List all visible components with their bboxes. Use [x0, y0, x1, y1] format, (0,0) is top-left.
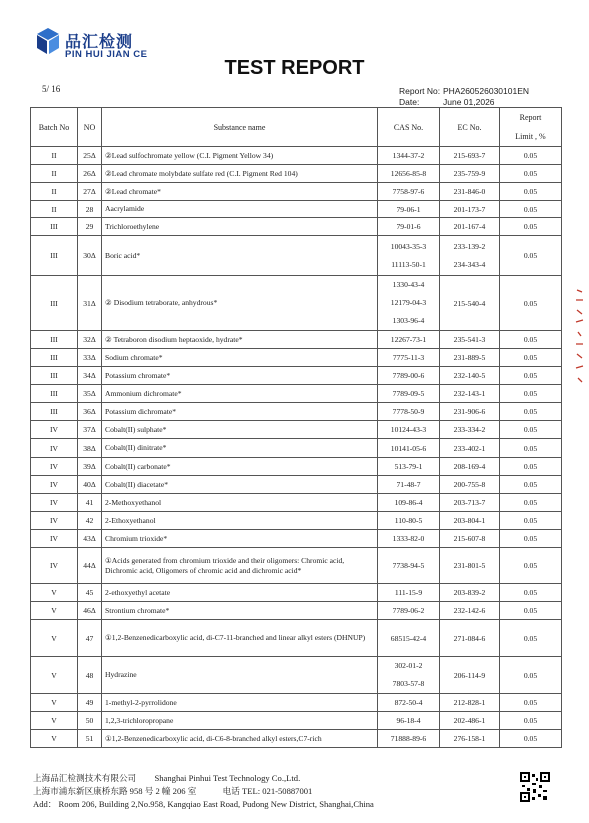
batch-cell: III [31, 331, 78, 349]
no-cell: 42 [78, 512, 102, 530]
substance-name-cell: Cobalt(II) sulphate* [102, 421, 378, 439]
limit-cell: 0.05 [500, 201, 562, 218]
ec-cell: 215-607-8 [440, 530, 500, 548]
cas-cell [378, 236, 440, 276]
batch-cell: II [31, 183, 78, 201]
limit-cell: 0.05 [500, 602, 562, 620]
cas-cell: 111-15-9 [378, 584, 440, 602]
substance-name-cell: Cobalt(II) diacetate* [102, 476, 378, 494]
batch-cell: IV [31, 476, 78, 494]
limit-cell: 0.05 [500, 276, 562, 331]
report-no: PHA260526030101EN [443, 86, 530, 96]
no-cell: 40Δ [78, 476, 102, 494]
substance-name-cell: ①1,2-Benzenedicarboxylic acid, di-C6-8-branched alkyl esters,C7-rich [102, 730, 378, 748]
substance-name-cell: ② Tetraboron disodium heptaoxide, hydrate* [102, 331, 378, 349]
col-substance-header: Substance name [102, 108, 378, 147]
table-row [31, 530, 562, 548]
col-limit-header-line2: Limit , % [515, 132, 546, 141]
batch-cell: III [31, 236, 78, 276]
no-cell: 49 [78, 694, 102, 712]
no-cell: 37Δ [78, 421, 102, 439]
table-row [31, 712, 562, 730]
table-row [31, 147, 562, 165]
cas-cell-line: 11113-50-1 [391, 259, 426, 269]
batch-cell: III [31, 218, 78, 236]
no-cell: 47 [78, 620, 102, 657]
report-title: TEST REPORT [224, 57, 365, 79]
limit-cell: 0.05 [500, 183, 562, 201]
no-cell: 31Δ [78, 276, 102, 331]
limit-cell: 0.05 [500, 367, 562, 385]
limit-cell: 0.05 [500, 439, 562, 458]
limit-cell: 0.05 [500, 165, 562, 183]
table-row [31, 421, 562, 439]
table-row [31, 385, 562, 403]
table-row [31, 276, 562, 331]
ec-cell: 232-140-5 [440, 367, 500, 385]
substance-name-cell: Trichloroethylene [102, 218, 378, 236]
table-header-row [31, 108, 562, 147]
ec-cell: 233-402-1 [440, 439, 500, 458]
batch-cell: IV [31, 548, 78, 584]
limit-cell: 0.05 [500, 218, 562, 236]
logo-text-en: PIN HUI JIAN CE [65, 49, 148, 60]
ec-cell: 203-839-2 [440, 584, 500, 602]
cas-cell: 513-79-1 [378, 458, 440, 476]
no-cell: 35Δ [78, 385, 102, 403]
table-row [31, 512, 562, 530]
ec-cell: 201-173-7 [440, 201, 500, 218]
ec-cell: 235-759-9 [440, 165, 500, 183]
substance-name-cell: Cobalt(II) dinitrate* [102, 439, 378, 458]
no-cell: 38Δ [78, 439, 102, 458]
table-row [31, 201, 562, 218]
logo-text-cn: 品汇检测 [65, 32, 134, 51]
cas-cell: 10124-43-3 [378, 421, 440, 439]
substance-name-cell: Strontium chromate* [102, 602, 378, 620]
substance-name-cell: ②Lead chromate* [102, 183, 378, 201]
limit-cell: 0.05 [500, 236, 562, 276]
cas-cell: 1333-82-0 [378, 530, 440, 548]
no-cell: 51 [78, 730, 102, 748]
substance-name-cell: 1-methyl-2-pyrrolidone [102, 694, 378, 712]
substance-name-cell: Cobalt(II) carbonate* [102, 458, 378, 476]
cas-cell: 71-48-7 [378, 476, 440, 494]
batch-cell: V [31, 620, 78, 657]
no-cell: 32Δ [78, 331, 102, 349]
ec-cell: 231-846-0 [440, 183, 500, 201]
table-row [31, 584, 562, 602]
no-cell: 48 [78, 657, 102, 694]
ec-cell: 235-541-3 [440, 331, 500, 349]
ec-cell: 208-169-4 [440, 458, 500, 476]
batch-cell: III [31, 276, 78, 331]
no-cell: 46Δ [78, 602, 102, 620]
ec-cell: 202-486-1 [440, 712, 500, 730]
cas-cell: 12656-85-8 [378, 165, 440, 183]
cas-cell-line: 10043-35-3 [390, 241, 427, 251]
table-row [31, 458, 562, 476]
table-row [31, 218, 562, 236]
batch-cell: III [31, 349, 78, 367]
date-label: Date: [399, 97, 420, 107]
batch-cell: IV [31, 530, 78, 548]
no-cell: 41 [78, 494, 102, 512]
limit-cell: 0.05 [500, 458, 562, 476]
substance-table [30, 107, 562, 748]
ec-cell-line: 233-139-2 [453, 241, 486, 251]
page-number: 5/ 16 [42, 84, 61, 94]
no-cell: 44Δ [78, 548, 102, 584]
substance-name-cell: Hydrazine [102, 657, 378, 694]
limit-cell: 0.05 [500, 403, 562, 421]
batch-cell: II [31, 201, 78, 218]
no-cell: 27Δ [78, 183, 102, 201]
cas-cell: 79-06-1 [378, 201, 440, 218]
limit-cell: 0.05 [500, 694, 562, 712]
table-row [31, 367, 562, 385]
cas-cell: 7775-11-3 [378, 349, 440, 367]
table-row [31, 403, 562, 421]
ec-cell: 231-801-5 [440, 548, 500, 584]
cas-cell-line: 1303-96-4 [392, 316, 425, 325]
batch-cell: III [31, 367, 78, 385]
substance-name-cell: 2-Ethoxyethanol [102, 512, 378, 530]
no-cell: 36Δ [78, 403, 102, 421]
cas-cell: 7789-00-6 [378, 367, 440, 385]
no-cell: 30Δ [78, 236, 102, 276]
substance-name-cell: Chromium trioxide* [102, 530, 378, 548]
limit-cell: 0.05 [500, 530, 562, 548]
report-no-label: Report No: [399, 86, 441, 96]
table-row [31, 602, 562, 620]
limit-cell: 0.05 [500, 476, 562, 494]
table-row [31, 183, 562, 201]
no-cell: 28 [78, 201, 102, 218]
ec-cell: 212-828-1 [440, 694, 500, 712]
table-row [31, 494, 562, 512]
table-row [31, 548, 562, 584]
limit-cell: 0.05 [500, 494, 562, 512]
footer-line-1 [33, 772, 300, 784]
no-cell: 45 [78, 584, 102, 602]
ec-cell: 215-693-7 [440, 147, 500, 165]
no-cell: 33Δ [78, 349, 102, 367]
ec-cell: 231-889-5 [440, 349, 500, 367]
cas-cell-line: 1330-43-4 [392, 280, 425, 289]
col-no-header: NO [78, 108, 102, 147]
limit-cell: 0.05 [500, 147, 562, 165]
cas-cell: 110-80-5 [378, 512, 440, 530]
footer-company-en: Shanghai Pinhui Test Technology Co.,Ltd. [154, 773, 301, 783]
substance-name-cell: Potassium dichromate* [102, 403, 378, 421]
batch-cell: V [31, 730, 78, 748]
table-row [31, 620, 562, 657]
limit-cell: 0.05 [500, 657, 562, 694]
substance-name-cell: ② Disodium tetraborate, anhydrous* [102, 276, 378, 331]
table-row [31, 349, 562, 367]
report-info [399, 86, 529, 108]
limit-cell: 0.05 [500, 730, 562, 748]
cas-cell: 79-01-6 [378, 218, 440, 236]
substance-name-cell: Boric acid* [102, 236, 378, 276]
batch-cell: II [31, 147, 78, 165]
ec-cell: 215-540-4 [440, 276, 500, 331]
ec-cell: 271-084-6 [440, 620, 500, 657]
substance-name-cell: ①Acids generated from chromium trioxide and their oligomers: Chromic acid, Dichromic acid, Oligomers of chromic acid and dichromic acid* [102, 548, 378, 584]
no-cell: 43Δ [78, 530, 102, 548]
footer-address-en: Add： Room 206, Building 2,No.958, Kangqiao East Road, Pudong New District, Shanghai,China [33, 799, 374, 809]
no-cell: 50 [78, 712, 102, 730]
seal-stamp-edge [574, 288, 586, 388]
batch-cell: V [31, 657, 78, 694]
ec-cell: 233-334-2 [440, 421, 500, 439]
ec-cell: 203-713-7 [440, 494, 500, 512]
table-row [31, 694, 562, 712]
substance-name-cell: ②Lead sulfochromate yellow (C.I. Pigment Yellow 34) [102, 147, 378, 165]
ec-cell: 231-906-6 [440, 403, 500, 421]
cas-cell: 12267-73-1 [378, 331, 440, 349]
substance-name-cell: Sodium chromate* [102, 349, 378, 367]
batch-cell: IV [31, 421, 78, 439]
substance-name-cell: 2-Methoxyethanol [102, 494, 378, 512]
ec-cell: 200-755-8 [440, 476, 500, 494]
table-row [31, 476, 562, 494]
cas-cell: 7789-09-5 [378, 385, 440, 403]
batch-cell: V [31, 602, 78, 620]
no-cell: 25Δ [78, 147, 102, 165]
cas-cell: 7738-94-5 [378, 548, 440, 584]
limit-cell: 0.05 [500, 349, 562, 367]
substance-name-cell: ①1,2-Benzenedicarboxylic acid, di-C7-11-branched and linear alkyl esters (DHNUP) [102, 620, 378, 657]
batch-cell: II [31, 165, 78, 183]
limit-cell: 0.05 [500, 620, 562, 657]
footer-address-cn: 上海市浦东新区康桥东路 958 号 2 幢 206 室 [33, 786, 197, 796]
ec-cell: 201-167-4 [440, 218, 500, 236]
limit-cell: 0.05 [500, 712, 562, 730]
limit-cell: 0.05 [500, 421, 562, 439]
cas-cell: 1344-37-2 [378, 147, 440, 165]
table-row [31, 331, 562, 349]
qr-code-icon [520, 772, 550, 802]
ec-cell-line: 234-343-4 [453, 259, 486, 269]
cas-cell: 71888-89-6 [378, 730, 440, 748]
table-row [31, 236, 562, 276]
ec-cell: 203-804-1 [440, 512, 500, 530]
cube-logo-icon [35, 27, 61, 55]
substance-name-cell: 2-ethoxyethyl acetate [102, 584, 378, 602]
cas-cell: 68515-42-4 [378, 620, 440, 657]
batch-cell: V [31, 694, 78, 712]
substance-name-cell: Ammonium dichromate* [102, 385, 378, 403]
substance-name-cell: ②Lead chromate molybdate sulfate red (C.I. Pigment Red 104) [102, 165, 378, 183]
batch-cell: V [31, 584, 78, 602]
no-cell: 34Δ [78, 367, 102, 385]
col-ec-header: EC No. [440, 108, 500, 147]
no-cell: 29 [78, 218, 102, 236]
batch-cell: III [31, 385, 78, 403]
ec-cell: 276-158-1 [440, 730, 500, 748]
batch-cell: V [31, 712, 78, 730]
no-cell: 39Δ [78, 458, 102, 476]
col-limit-header-line1: Report [519, 113, 542, 122]
ec-cell: 232-143-1 [440, 385, 500, 403]
limit-cell: 0.05 [500, 584, 562, 602]
batch-cell: IV [31, 458, 78, 476]
col-cas-header: CAS No. [378, 108, 440, 147]
col-batch-header: Batch No [31, 108, 78, 147]
footer-tel: 电话 TEL: 021-50887001 [222, 786, 313, 796]
cas-cell-line: 12179-04-3 [390, 298, 427, 307]
footer-company-cn: 上海品汇检测技术有限公司 [33, 773, 137, 783]
ec-cell [440, 236, 500, 276]
cas-cell: 872-50-4 [378, 694, 440, 712]
batch-cell: IV [31, 512, 78, 530]
table-row [31, 439, 562, 458]
col-limit-header [500, 108, 562, 147]
cas-cell: 7758-97-6 [378, 183, 440, 201]
batch-cell: IV [31, 494, 78, 512]
report-date: June 01,2026 [443, 97, 495, 107]
cas-cell-line: 7803-57-8 [392, 679, 425, 688]
table-row [31, 657, 562, 694]
limit-cell: 0.05 [500, 548, 562, 584]
batch-cell: IV [31, 439, 78, 458]
cas-cell-line: 302-01-2 [394, 661, 423, 670]
cas-cell: 109-86-4 [378, 494, 440, 512]
table-row [31, 165, 562, 183]
substance-name-cell: Potassium chromate* [102, 367, 378, 385]
limit-cell: 0.05 [500, 331, 562, 349]
cas-cell: 96-18-4 [378, 712, 440, 730]
limit-cell: 0.05 [500, 385, 562, 403]
footer-line-2 [33, 785, 312, 797]
cas-cell: 10141-05-6 [378, 439, 440, 458]
limit-cell: 0.05 [500, 512, 562, 530]
cas-cell [378, 657, 440, 694]
cas-cell: 7778-50-9 [378, 403, 440, 421]
substance-name-cell: Aacrylamide [102, 201, 378, 218]
ec-cell: 232-142-6 [440, 602, 500, 620]
batch-cell: III [31, 403, 78, 421]
substance-name-cell: 1,2,3-trichloropropane [102, 712, 378, 730]
cas-cell [378, 276, 440, 331]
no-cell: 26Δ [78, 165, 102, 183]
ec-cell: 206-114-9 [440, 657, 500, 694]
cas-cell: 7789-06-2 [378, 602, 440, 620]
table-row [31, 730, 562, 748]
